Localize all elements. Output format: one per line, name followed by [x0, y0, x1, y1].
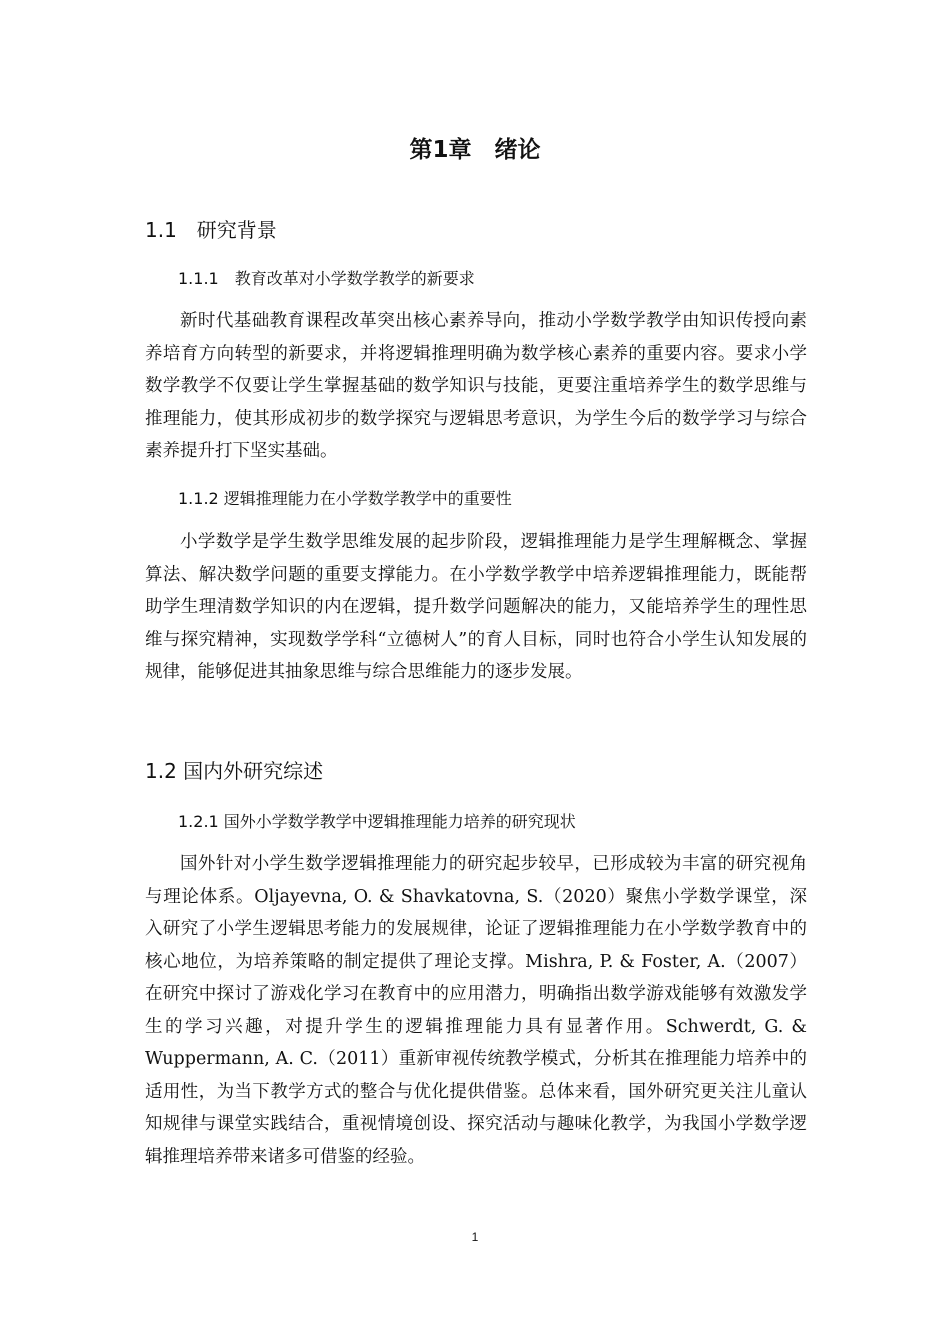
section-heading-1-1: 1.1 研究背景: [145, 218, 277, 242]
paragraph-1-1-1: 新时代基础教育课程改革突出核心素养导向，推动小学数学教学由知识传授向素养培育方向转型的新要求，并将逻辑推理明确为数学核心素养的重要内容。要求小学数学教学不仅要让学生掌握基础的数学知识与技能，更要注重培养学生的数学思维与推理能力，使其形成初步的数学探究与逻辑思考意识，为学生今后的数学学习与综合素养提升打下坚实基础。: [145, 311, 807, 461]
subsection-heading-1-1-1: 1.1.1 教育改革对小学数学教学的新要求: [178, 269, 475, 288]
section-heading-1-2: 1.2 国内外研究综述: [145, 759, 324, 783]
page-number: 1: [471, 1230, 479, 1244]
paragraph-1-1-2: 小学数学是学生数学思维发展的起步阶段，逻辑推理能力是学生理解概念、掌握算法、解决数学问题的重要支撑能力。在小学数学教学中培养逻辑推理能力，既能帮助学生理清数学知识的内在逻辑，提升数学问题解决的能力，又能培养学生的理性思维与探究精神，实现数学学科“立德树人”的育人目标，同时也符合小学生认知发展的规律，能够促进其抽象思维与综合思维能力的逐步发展。: [145, 532, 807, 682]
chapter-title: 第1章 绪论: [409, 137, 541, 163]
paragraph-1-2-1: 国外针对小学生数学逻辑推理能力的研究起步较早，已形成较为丰富的研究视角与理论体系。Oljayevna, O. & Shavkatovna, S.（2020）聚焦小学数学课堂，深入研究了小学生逻辑思考能力的发展规律，论证了逻辑推理能力在小学数学教育中的核心地位，为培养策略的制定提供了理论支撑。Mishra, P. & Foster, A.（2007）在研究中探讨了游戏化学习在教育中的应用潜力，明确指出数学游戏能够有效激发学生的学习兴趣，对提升学生的逻辑推理能力具有显著作用。Schwerdt, G. & Wuppermann, A. C.（2011）重新审视传统教学模式，分析其在推理能力培养中的适用性，为当下教学方式的整合与优化提供借鉴。总体来看，国外研究更关注儿童认知规律与课堂实践结合，重视情境创设、探究活动与趣味化教学，为我国小学数学逻辑推理培养带来诸多可借鉴的经验。: [145, 854, 807, 1167]
subsection-heading-1-1-2: 1.1.2 逻辑推理能力在小学数学教学中的重要性: [178, 489, 512, 508]
subsection-heading-1-2-1: 1.2.1 国外小学数学教学中逻辑推理能力培养的研究现状: [178, 812, 576, 831]
